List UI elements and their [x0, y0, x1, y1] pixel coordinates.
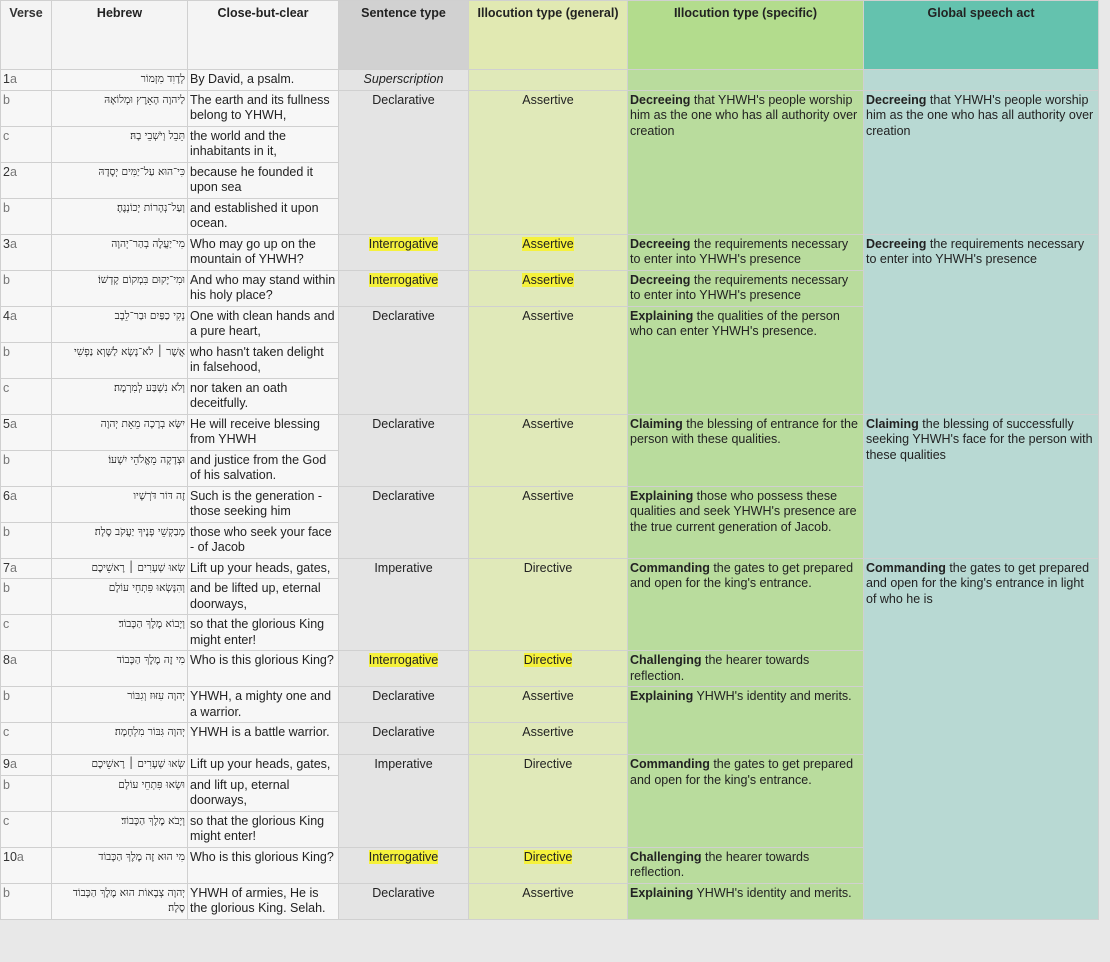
verse-cell[interactable]: c [1, 378, 52, 414]
illocution-specific-cell[interactable]: Claiming the blessing of entrance for the person with these qualities. [628, 414, 864, 486]
illocution-general-cell[interactable] [469, 70, 628, 91]
verse-cell[interactable]: c [1, 723, 52, 755]
illocution-specific-cell[interactable]: Decreeing that YHWH's people worship him as the one who has all authority over creation [628, 90, 864, 234]
translation-cell[interactable]: He will receive blessing from YHWH [188, 414, 339, 450]
verse-cell[interactable]: 7a [1, 558, 52, 579]
verse-cell[interactable]: b [1, 883, 52, 919]
hebrew-cell[interactable]: אֲשֶׁר ׀ לֹא־נָשָׂא לַשָּׁוְא נַפְשִׁי [52, 342, 188, 378]
illocution-general-cell[interactable]: Directive [469, 755, 628, 848]
translation-cell[interactable]: and established it upon ocean. [188, 198, 339, 234]
hebrew-cell[interactable]: וּצְדָקָה מֵאֱלֹהֵי יִשְׁעוֹ׃ [52, 450, 188, 486]
translation-cell[interactable]: and be lifted up, eternal doorways, [188, 579, 339, 615]
illocution-specific-cell[interactable] [628, 70, 864, 91]
verse-cell[interactable]: 3a [1, 234, 52, 270]
header-verse[interactable]: Verse [1, 1, 52, 70]
translation-cell[interactable]: By David, a psalm. [188, 70, 339, 91]
hebrew-cell[interactable]: שְׂאוּ שְׁעָרִים ׀ רָאשֵׁיכֶם [52, 558, 188, 579]
verse-cell[interactable]: 9a [1, 755, 52, 776]
sentence-type-cell[interactable] [339, 234, 469, 270]
hebrew-cell[interactable]: לַיהוָה הָאָרֶץ וּמְלוֹאָהּ [52, 90, 188, 126]
illocution-general-cell[interactable]: Assertive [469, 90, 628, 234]
sentence-type-cell[interactable]: Imperative [339, 558, 469, 651]
illocution-general-cell[interactable]: Assertive [469, 306, 628, 414]
translation-cell[interactable]: YHWH is a battle warrior. [188, 723, 339, 755]
illocution-specific-cell[interactable]: Explaining YHWH's identity and merits. [628, 687, 864, 755]
table-row [1, 90, 1099, 126]
hebrew-cell[interactable]: יְהוָה צְבָאוֹת הוּא מֶלֶךְ הַכָּבוֹד סֶלָה׃ [52, 883, 188, 919]
illocution-general-cell[interactable]: Assertive [469, 687, 628, 723]
header-global-speech-act[interactable]: Global speech act [864, 1, 1099, 70]
hebrew-cell[interactable]: לְדָוִד מִזְמוֹר [52, 70, 188, 91]
highlighted-value: Assertive [522, 236, 574, 251]
translation-cell[interactable]: so that the glorious King might enter! [188, 615, 339, 651]
translation-cell[interactable]: because he founded it upon sea [188, 162, 339, 198]
illocution-general-cell[interactable]: Assertive [469, 723, 628, 755]
verse-cell[interactable]: 5a [1, 414, 52, 450]
sentence-type-cell[interactable]: Declarative [339, 90, 469, 234]
verse-cell[interactable]: 1a [1, 70, 52, 91]
illocution-specific-cell[interactable]: Decreeing the requirements necessary to enter into YHWH's presence [628, 270, 864, 306]
header-sentence-type[interactable]: Sentence type [339, 1, 469, 70]
illocution-general-cell[interactable]: Directive [469, 558, 628, 651]
verse-cell[interactable]: b [1, 270, 52, 306]
illocution-general-cell[interactable]: Assertive [469, 486, 628, 558]
hebrew-cell[interactable]: וְיָבוֹא מֶלֶךְ הַכָּבוֹד׃ [52, 615, 188, 651]
hebrew-cell[interactable]: וְיָבֹא מֶלֶךְ הַכָּבוֹד׃ [52, 811, 188, 847]
sentence-type-cell[interactable] [339, 651, 469, 687]
highlighted-value: Interrogative [368, 653, 439, 667]
translation-cell[interactable]: and justice from the God of his salvation. [188, 450, 339, 486]
header-hebrew[interactable]: Hebrew [52, 1, 188, 70]
translation-cell[interactable]: Lift up your heads, gates, [188, 558, 339, 579]
illocution-general-cell[interactable] [469, 234, 628, 270]
sentence-type-cell[interactable]: Declarative [339, 687, 469, 723]
translation-cell[interactable]: so that the glorious King might enter! [188, 811, 339, 847]
verse-cell[interactable]: 2a [1, 162, 52, 198]
hebrew-cell[interactable]: יְהוָה גִּבּוֹר מִלְחָמָה׃ [52, 723, 188, 755]
sentence-type-cell[interactable] [339, 847, 469, 883]
global-speech-act-cell[interactable]: Commanding the gates to get prepared and open for the king's entrance in light of who he is [864, 558, 1099, 919]
verse-cell[interactable]: 10a [1, 847, 52, 883]
illocution-general-cell[interactable]: Assertive [469, 414, 628, 486]
verse-cell[interactable]: b [1, 775, 52, 811]
highlighted-value: Interrogative [368, 849, 439, 864]
global-speech-act-cell[interactable] [864, 70, 1099, 91]
highlighted-value: Assertive [522, 272, 574, 287]
table-row [1, 414, 1099, 450]
highlighted-value: Directive [523, 653, 573, 667]
verse-cell[interactable]: 6a [1, 486, 52, 522]
hebrew-cell[interactable]: וְלֹא נִשְׁבַּע לְמִרְמָה׃ [52, 378, 188, 414]
translation-cell[interactable]: who hasn't taken delight in falsehood, [188, 342, 339, 378]
translation-cell[interactable]: the world and the inhabitants in it, [188, 126, 339, 162]
sentence-type-cell[interactable]: Declarative [339, 883, 469, 919]
header-row [1, 1, 1099, 70]
verse-cell[interactable]: b [1, 342, 52, 378]
translation-cell[interactable]: and lift up, eternal doorways, [188, 775, 339, 811]
global-speech-act-cell[interactable]: Claiming the blessing of successfully seeking YHWH's face for the person with these qualities [864, 414, 1099, 558]
sentence-type-cell[interactable]: Declarative [339, 486, 469, 558]
translation-cell[interactable]: YHWH, a mighty one and a warrior. [188, 687, 339, 723]
illocution-general-cell[interactable] [469, 847, 628, 883]
illocution-specific-cell[interactable]: Decreeing the requirements necessary to enter into YHWH's presence [628, 234, 864, 270]
illocution-specific-cell[interactable]: Commanding the gates to get prepared and open for the king's entrance. [628, 755, 864, 848]
verse-cell[interactable]: 4a [1, 306, 52, 342]
highlighted-value: Interrogative [368, 236, 439, 251]
translation-cell[interactable]: those who seek your face - of Jacob [188, 522, 339, 558]
hebrew-cell[interactable]: כִּי־הוּא עַל־יַמִּים יְסָדָהּ [52, 162, 188, 198]
global-speech-act-cell[interactable]: Decreeing that YHWH's people worship him as the one who has all authority over creation [864, 90, 1099, 234]
hebrew-cell[interactable]: וְהִנָּשְׂאוּ פִּתְחֵי עוֹלָם [52, 579, 188, 615]
verse-cell[interactable]: b [1, 579, 52, 615]
hebrew-cell[interactable]: זֶה דּוֹר דֹּרְשָׁיו [52, 486, 188, 522]
translation-cell[interactable]: Who is this glorious King? [188, 651, 339, 687]
illocution-specific-cell[interactable]: Challenging the hearer towards reflection. [628, 847, 864, 883]
illocution-general-cell[interactable]: Assertive [469, 883, 628, 919]
illocution-general-cell[interactable] [469, 270, 628, 306]
sentence-type-cell[interactable]: Declarative [339, 306, 469, 414]
verse-cell[interactable]: b [1, 450, 52, 486]
translation-cell[interactable]: The earth and its fullness belong to YHWH, [188, 90, 339, 126]
verse-cell[interactable]: b [1, 90, 52, 126]
highlighted-value: Interrogative [368, 272, 439, 287]
sentence-type-cell[interactable]: Superscription [339, 70, 469, 91]
hebrew-cell[interactable]: וּשְׂאוּ פִּתְחֵי עוֹלָם [52, 775, 188, 811]
translation-cell[interactable]: nor taken an oath deceitfully. [188, 378, 339, 414]
translation-cell[interactable]: Such is the generation - those seeking him [188, 486, 339, 522]
sentence-type-cell[interactable] [339, 270, 469, 306]
table-row [1, 234, 1099, 270]
translation-cell[interactable]: And who may stand within his holy place? [188, 270, 339, 306]
hebrew-cell[interactable]: מְבַקְשֵׁי פָנֶיךָ יַעֲקֹב סֶלָה׃ [52, 522, 188, 558]
hebrew-cell[interactable]: יְהוָה עִזּוּז וְגִבּוֹר [52, 687, 188, 723]
header-illocution-general[interactable]: Illocution type (general) [469, 1, 628, 70]
hebrew-cell[interactable]: שְׂאוּ שְׁעָרִים ׀ רָאשֵׁיכֶם [52, 755, 188, 776]
translation-cell[interactable]: One with clean hands and a pure heart, [188, 306, 339, 342]
header-close-but-clear[interactable]: Close-but-clear [188, 1, 339, 70]
hebrew-cell[interactable]: וְעַל־נְהָרוֹת יְכוֹנְנֶהָ׃ [52, 198, 188, 234]
hebrew-cell[interactable]: נְקִי כַפַּיִם וּבַר־לֵבָב [52, 306, 188, 342]
highlighted-value: Directive [523, 849, 573, 864]
illocution-specific-cell[interactable]: Explaining the qualities of the person who can enter YHWH's presence. [628, 306, 864, 414]
verse-cell[interactable]: b [1, 687, 52, 723]
translation-cell[interactable]: YHWH of armies, He is the glorious King. Selah. [188, 883, 339, 919]
hebrew-cell[interactable]: תֵּבֵל וְיֹשְׁבֵי בָהּ׃ [52, 126, 188, 162]
verse-cell[interactable]: c [1, 126, 52, 162]
illocution-general-cell[interactable] [469, 651, 628, 687]
global-speech-act-cell[interactable]: Decreeing the requirements necessary to enter into YHWH's presence [864, 234, 1099, 414]
illocution-specific-cell[interactable]: Explaining those who possess these qualities and seek YHWH's presence are the true current generation of Jacob. [628, 486, 864, 558]
hebrew-cell[interactable]: מִי־יַעֲלֶה בְהַר־יְהוָה [52, 234, 188, 270]
illocution-specific-cell[interactable]: Challenging the hearer towards reflection. [628, 651, 864, 687]
hebrew-cell[interactable]: וּמִי־יָקוּם בִּמְקוֹם קָדְשׁוֹ׃ [52, 270, 188, 306]
table-row [1, 70, 1099, 91]
sentence-type-cell[interactable]: Declarative [339, 414, 469, 486]
verse-cell[interactable]: b [1, 522, 52, 558]
verse-cell[interactable]: 8a [1, 651, 52, 687]
verse-cell[interactable]: c [1, 811, 52, 847]
sentence-type-cell[interactable]: Declarative [339, 723, 469, 755]
header-illocution-specific[interactable]: Illocution type (specific) [628, 1, 864, 70]
hebrew-cell[interactable]: יִשָּׂא בְרָכָה מֵאֵת יְהוָה [52, 414, 188, 450]
table-row [1, 558, 1099, 579]
hebrew-cell[interactable]: מִי הוּא זֶה מֶלֶךְ הַכָּבוֹד [52, 847, 188, 883]
illocution-specific-cell[interactable]: Commanding the gates to get prepared and open for the king's entrance. [628, 558, 864, 651]
verse-cell[interactable]: c [1, 615, 52, 651]
illocution-specific-cell[interactable]: Explaining YHWH's identity and merits. [628, 883, 864, 919]
hebrew-cell[interactable]: מִי זֶה מֶלֶךְ הַכָּבוֹד [52, 651, 188, 687]
translation-cell[interactable]: Lift up your heads, gates, [188, 755, 339, 776]
translation-cell[interactable]: Who is this glorious King? [188, 847, 339, 883]
translation-cell[interactable]: Who may go up on the mountain of YHWH? [188, 234, 339, 270]
verse-cell[interactable]: b [1, 198, 52, 234]
sentence-type-cell[interactable]: Imperative [339, 755, 469, 848]
